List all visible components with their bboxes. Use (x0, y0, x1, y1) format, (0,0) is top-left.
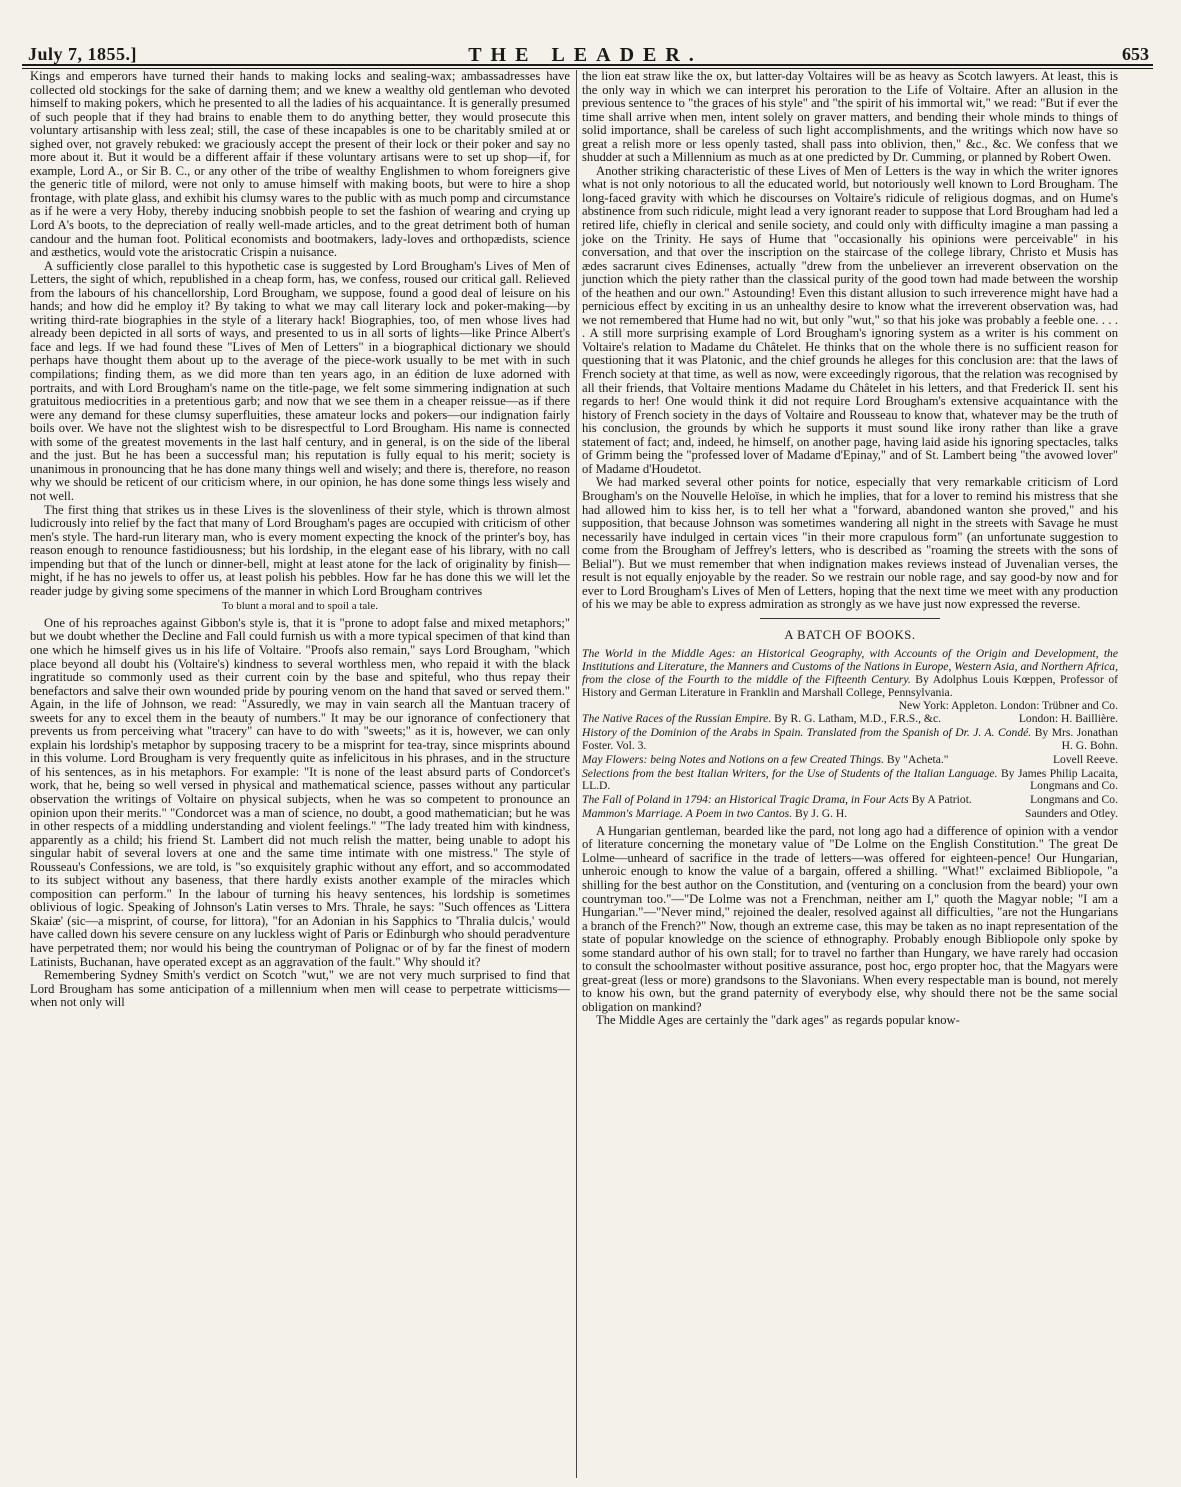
book-publisher: Longmans and Co. (1030, 779, 1118, 793)
paragraph: The Middle Ages are certainly the "dark ages" as regards popular know- (596, 1013, 960, 1028)
paragraph: Remembering Sydney Smith's verdict on Scotch "wut," we are not very much surprised to find that Lord Brougham has some anticipation of a millennium when men will cease to perpetrate witticisms—when not only will (30, 968, 570, 1010)
paragraph: The first thing that strikes us in these Lives is the slovenliness of their style, which is thrown almost ludicrously into relief by the fact that many of Lord Brougham's pages are occupied with criticism of other men's style. The hard-run literary man, who is every moment expecting the knock of the printer's boy, has reason enough to renounce fastidiousness; but his lordship, in the elegant ease of his library, with no call impending but that of the lunch or dinner-bell, might at least atone for the lack of originality by finish—might, if he has no jewels to offer us, at least polish his pebbles. How far he has done this we will let the reader judge by giving some specimens of the manner in which Lord Brougham contrives (30, 502, 570, 598)
book-author: By A Patriot. (911, 793, 972, 807)
book-publisher: H. G. Bohn. (1061, 739, 1118, 752)
book-title: May Flowers: being Notes and Notions on a few Created Things. (582, 752, 887, 766)
paragraph: A Hungarian gentleman, bearded like the pard, not long ago had a difference of opinion with a vendor of literature concerning the monetary value of "De Lolme on the English Constitution." The great De Lolme—unheard of sacrifice in the trade of letters—was offered for eighteen-pence! Our Hungarian, unheroic enough to know the value of a bargain, offered a shilling. "What!" exclaimed Bibliopole, "a shilling for the best author on the Constitution, and (venturing on a conclusion from the beard) your own countryman too."—"De Lolme was not a Frenchman, neither am I," quoth the Magyar noble; "I am a Hungarian."—"Never mind," rejoined the dealer, resolved against all difficulties, "are not the Hungarians a branch of the French?" Now, though an extreme case, this may be taken as no inapt representation of the state of popular knowledge on the science of ethnography. Probably enough Bibliopole only spoke by some standard author of his own stall; for to travel no farther than Hungary, we have rarely had occasion to consult the schoolmaster without positive assurance, post hoc, ergo propter hoc, that the Magyars were great-great (less or more) grandsons to the Slavonians. When every respectable man is bound, not merely to know his own, but the grand paternity of everybody else, why should there not be the same social obligation on mankind? (582, 823, 1118, 1014)
book-title: The World in the Middle Ages: an Historical Geography, with Accounts of the Origin and Development, the Institutions and Literature, the Manners and Customs of the Nations in Europe, Western Asia, and Northern Africa, from the close of the Fourth to the middle of the Fifteenth Century. (582, 647, 1118, 687)
verse-quote: To blunt a moral and to spoil a tale. (222, 600, 378, 613)
book-author: By Mrs. Jonathan Foster. Vol. 3. (582, 726, 1118, 752)
paragraph: Kings and emperors have turned their hands to making locks and sealing-wax; ambassadresses have collected old stockings for the sake of darning them; and we knew a wealthy old gentleman who devoted himself to making pokers, which he presented to all the ladies of his acquaintance. It is generally presumed of such people that if they had brains to enable them to do anything better, they would prosecute this voluntary artisanship with less zeal; still, the case of these incapables is one to be charitably smiled at or sighed over, not gravely rebuked: we graciously accept the present of their lock or their poker and say no more about it. But it would be a different affair if these voluntary artisans were to set up shop—if, for example, Lord A., or Sir B. C., or any other of the tribe of wealthy Englishmen to whom foreigners give the generic title of milord, were not only to amuse himself with making boots, but were to hire a shop frontage, with plate glass, and exhibit his clumsy wares to the public with as much pomp and circumstance as if he were a very Hoby, thereby inducing snobbish people to set the fashion of wearing and crying up Lord A's boots, to the depreciation of really well-made articles, and to the great detriment both of human candour and the human foot. Political economists and bootmakers, lady-loves and orthopædists, science and æsthetics, would vote the aristocratic Crispin a nuisance. (30, 69, 570, 260)
book-author: By James Philip Lacaita, LL.D. (582, 766, 1118, 793)
book-title: The Native Races of the Russian Empire. (582, 712, 775, 726)
left-column (30, 70, 570, 1010)
issue-date: July 7, 1855.] (28, 44, 138, 64)
book-publisher: Longmans and Co. (1030, 793, 1118, 807)
book-author: By J. G. H. (795, 806, 848, 820)
book-entry (582, 648, 1118, 712)
section-heading: A BATCH OF BOOKS. (784, 627, 916, 642)
book-publisher: Saunders and Otley. (1025, 806, 1118, 820)
column-divider (576, 70, 577, 1478)
book-author: By R. G. Latham, M.D., F.R.S., &c. (774, 712, 941, 726)
book-entry (582, 794, 1118, 807)
paragraph: We had marked several other points for notice, especially that very remarkable criticism of Lord Brougham's on the Nouvelle Heloïse, in which he implies, that for a lover to remind his mistress that she had allowed him to kiss her, is to tell her what a "forward, abandoned wanton she proved," and his supposition, that because Johnson was sometimes wandering all night in the streets with Savage he must necessarily have indulged in certain vices "in their more crapulous form" (an unfortunate suggestion to come from the Brougham of Jeffrey's letters, who is described as "roaming the streets with the sons of Belial"). But we must remember that when indignation makes reviews instead of Juvenalian verses, the result is not equally enjoyable by the reader. So we restrain our noble rage, and say good-by now and for ever to Lord Brougham's Lives of Men of Letters, hoping that the next time we meet with any production of his we may be able to express admiration as strongly as we have just now expressed the reverse. (582, 475, 1118, 612)
book-publisher: London: H. Baillière. (1018, 712, 1118, 726)
newspaper-title: THE LEADER. (468, 44, 703, 66)
book-title: The Fall of Poland in 1794: an Historical Tragic Drama, in Four Acts (582, 793, 912, 807)
section-rule (760, 618, 940, 619)
book-publisher: New York: Appleton. London: Trübner and Co. (898, 698, 1118, 712)
masthead (18, 8, 1153, 64)
book-entry (582, 768, 1118, 794)
book-title: Mammon's Marriage. A Poem in two Cantos. (582, 806, 795, 820)
page-number: 653 (1122, 44, 1149, 64)
book-entry (582, 808, 1118, 821)
book-author: By Adolphus Louis Kœppen, Professor of History and German Literature in Franklin and Marshall College, Pennsylvania. (582, 673, 1119, 699)
book-entry (582, 727, 1118, 753)
book-publisher: Lovell Reeve. (1052, 752, 1118, 766)
book-title: Selections from the best Italian Writers, for the Use of Students of the Italian Language. (582, 766, 1001, 780)
right-column (582, 70, 1118, 1028)
paragraph: One of his reproaches against Gibbon's style is, that it is "prone to adopt false and mixed metaphors;" but we doubt whether the Decline and Fall could furnish us with a more typical specimen of that kind than one which he himself gives us in his life of Voltaire. "Proofs also remain," says Lord Brougham, "which place beyond all doubt his (Voltaire's) kindness to several worthless men, who repaid it with the black ingratitude so commonly used as their current coin by the base and spiteful, who thus repay their benefactors and salve their own wounded pride by pouring venom on the hand that saved or served them." Again, in the life of Johnson, we read: "Assuredly, we may in vain search all the Mantuan tracery of sweets for any to excel them in the beauty of numbers." It may be our ignorance of confectionery that prevents us from perceiving what "tracery" can have to do with "sweets;" as it is, however, we can only explain his lordship's metaphor by supposing tracery to be a misprint for tea-tray, since misprints abound in this volume. Lord Brougham is very frequently quite as infelicitous in his phrases, and in the structure of his sentences, as in his metaphors. For example: "It is none of the least absurd parts of Condorcet's work, that he, being so well versed in physical and mathematical science, passes without any particular observation the writings of Voltaire on physical subjects, when he was so competent to pronounce an opinion upon their merits." "Condorcet was a man of science, no doubt, a good mathematician; but he was in other respects of a middling understanding and violent feelings." "The lady treated him with kindness, apparently as a child; his friend St. Lambert did not much relish the matter, being unable to adopt his singular habit of several lovers at one and the same time intimate with one mistress." The style of Rousseau's Confessions, we are told, is "so exquisitely graphic without any effort, and so accommodated to its subject without any baseness, that there hardly exists another example of the miracles which composition can perform." In the labour of turning his heavy sentences, his lordship is sometimes oblivious of logic. Speaking of Johnson's Latin verses to Mrs. Thrale, he says: "Such offences as 'Littera Skaiæ' (sic—a misprint, of course, for littora), "for an Adonian in his Sapphics to 'Thralia dulcis,' would have called down his severe censure on any luckless wight of Paris or Edinburgh who should peradventure have perpetrated them; nor would his being the countryman of Polignac or of by far the finest of modern Latinists, Buchanan, have operated except as an aggravation of the fault." Why should it? (30, 615, 570, 969)
book-entry (582, 754, 1118, 767)
paragraph: the lion eat straw like the ox, but latter-day Voltaires will be as heavy as Scotch lawyers. At least, this is the only way in which we can interpret his peroration to the Life of Voltaire. After an allusion in the previous sentence to "the graces of his style" and "the spirit of his immortal wit," we read: "But if ever the time shall arrive when men, intent solely on graver matters, and bending their whole minds to things of solid importance, shall be careless of such light accomplishments, and the writings which now have so great a relish more or less openly tasted, shall pass into oblivion, then," &c., &c. We confess that we shudder at such a Millennium as much as at one predicted by Dr. Cumming, or planned by Robert Owen. (582, 69, 1118, 165)
paragraph: Another striking characteristic of these Lives of Men of Letters is the way in which the writer ignores what is not only notorious to all the educated world, but notoriously well known to Lord Brougham. The long-faced gravity with which he discourses on Voltaire's ridicule of religious dogmas, and on Hume's abstinence from such ridicule, might lead a very ignorant reader to suppose that Lord Brougham had led a retired life, chiefly in clerical and senile society, and could only with difficulty imagine a man passing a joke on the Trinity. He says of Hume that "occasionally his opinions were perceivable" in his conversation, and that over the inscription on the staircase of the college library, Christo et Musis has ædes sacrarunt cives Edinenses, actually "drew from the unbeliever an irreverent observation on the junction which the piety rather than the classical purity of the good town had made between the worship of the heathen and our own." Astounding! Even this distant allusion to such irreverence might have had a pernicious effect by exciting in us an unhealthy desire to know what the irreverent observation was, had we not remembered that Hume had no wit, but only "wut," so that his joke was probably a feeble one. . . . . A still more surprising example of Lord Brougham's ignoring system as a writer is his comment on Voltaire's relation to Madame du Châtelet. He thinks that on the whole there is no sufficient reason for questioning that it was Platonic, and the chief grounds he alleges for this conclusion are: that the laws of French society at that time, as well as now, were exceedingly rigorous, that the relation was recognised by all their friends, that Voltaire mentions Madame du Châtelet in his letters, and that Frederick II. sent his regards to her! One would think it did not require Lord Brougham's extensive acquaintance with the history of French society in the days of Voltaire and Rousseau to know that, whatever may be the truth of his conclusion, the grounds by which he supports it must sound like irony rather than like a grave statement of fact; and, indeed, he himself, on another page, having laid aside his ignoring spectacles, talks of Grimm being the "professed lover of Madame d'Epinay," and of St. Lambert being "the avowed lover" of Madame d'Houdetot. (582, 163, 1118, 476)
book-author: By "Acheta." (886, 752, 949, 766)
paragraph: A sufficiently close parallel to this hypothetic case is suggested by Lord Brougham's Lives of Men of Letters, the sight of which, republished in a cheap form, has, we confess, roused our critical gall. Relieved from the labours of his chancellorship, Lord Brougham, we suppose, found a good deal of leisure on his hands; and how did he employ it? By taking to what we may call literary lock and poker-making—by writing third-rate biographies in the style of a literary hack! Biographies, too, of men whose lives had already been depicted in all sorts of ways, and presented to us in all sorts of lights—like Prince Albert's face and legs. If we had found these "Lives of Men of Letters" in a biographical dictionary we should perhaps have thought them about up to the average of the piece-work usually to be met with in such compilations; finding them, as we did more than ten years ago, in an édition de luxe adorned with portraits, and with Lord Brougham's name on the title-page, we felt some simmering indignation at such gratuitous mediocrities in a pretentious garb; and now that we see them in a cheaper reissue—as if there were any demand for these clumsy superfluities, these amateur locks and pokers—our indignation fairly boils over. We have not the slightest wish to be disrespectful to Lord Brougham. His name is connected with some of the greatest movements in the last half century, and in general, is on the side of the liberal and the just. But he has been a successful man; his reputation is fully equal to his merit; society is unanimous in pronouncing that he has done many things well and wisely; and there is, therefore, no reason why we should be reticent of our criticism where, in our opinion, he has done some things less wisely and not well. (30, 258, 570, 503)
book-title: History of the Dominion of the Arabs in Spain. Translated from the Spanish of Dr. J. A. Condé. (582, 726, 1035, 740)
book-entry (582, 713, 1118, 726)
book-list (582, 648, 1118, 820)
